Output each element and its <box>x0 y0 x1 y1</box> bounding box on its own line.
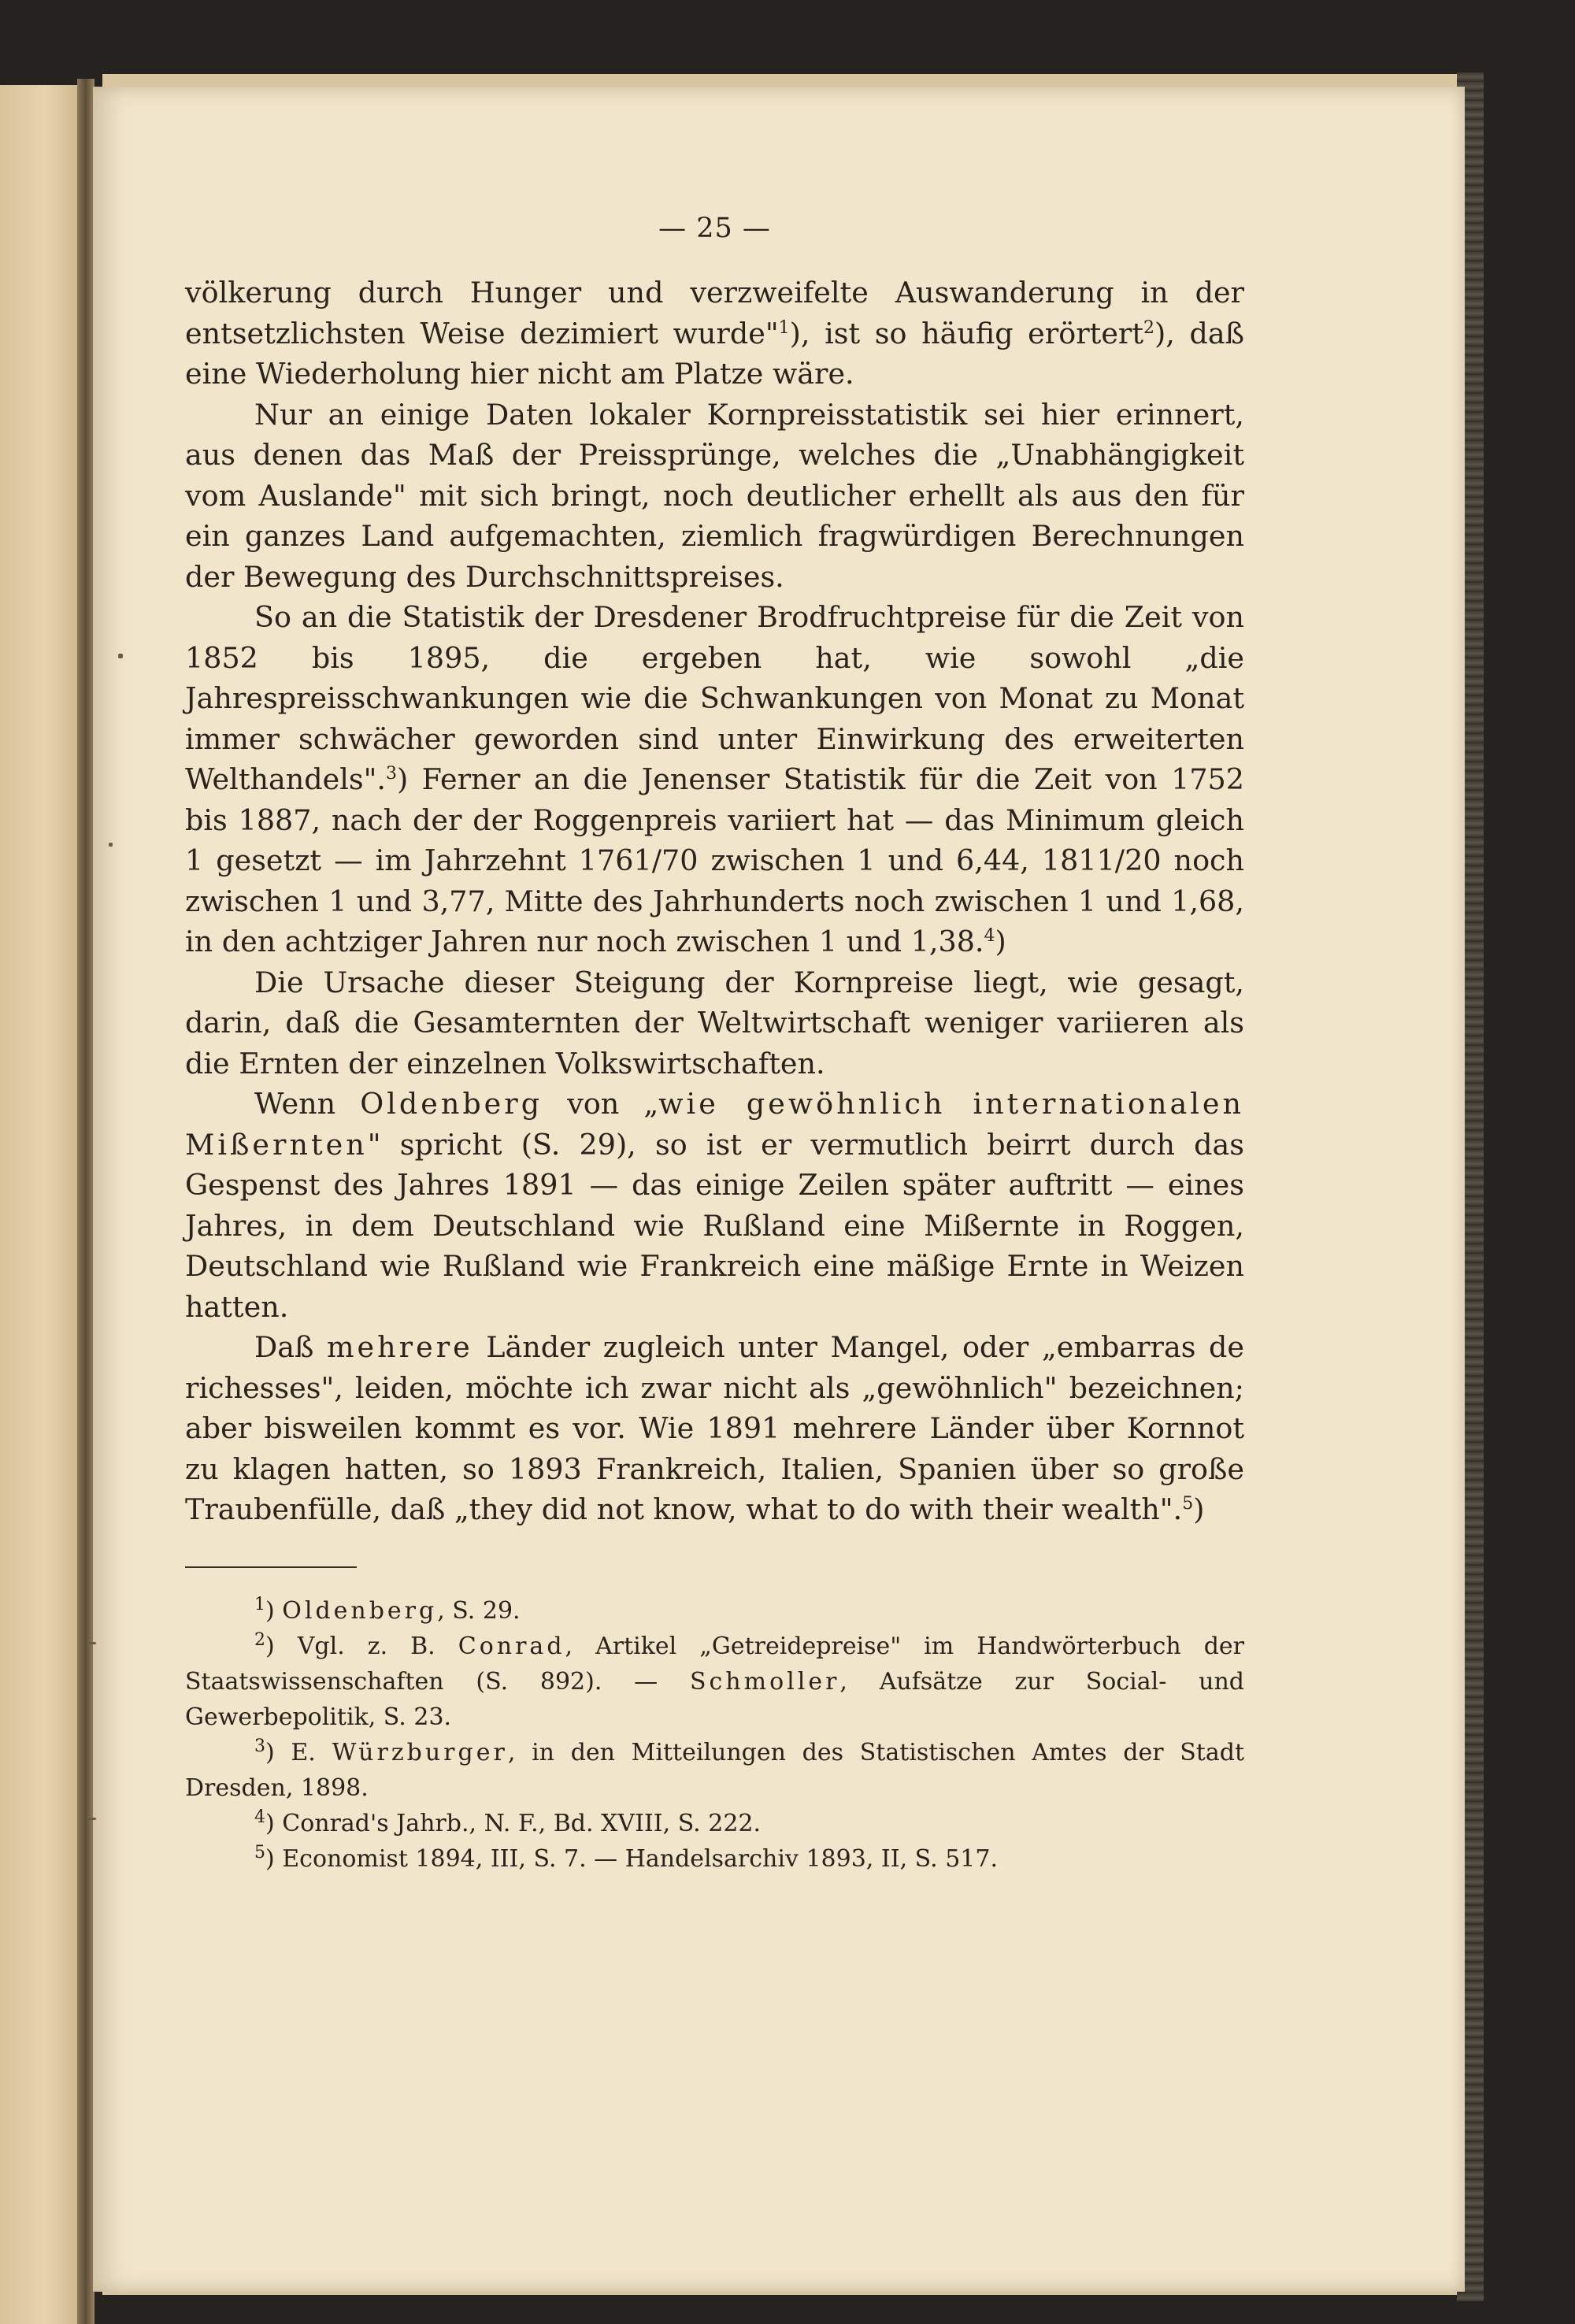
text-run: Wenn <box>254 1087 361 1121</box>
text-run: So an die Statistik der Dresdener Brodfruchtpreise für die Zeit von 1852 bis 1895, die ergeben hat, wie sowohl „die Jahrespreisschwankungen wie die Schwankungen von Monat zu Monat immer schwächer geworden sind unter Einwirkung des erweiterten Welthandels". <box>185 600 1244 796</box>
text-run: " spricht (S. 29), so ist er vermutlich beirrt durch das Gespenst des Jahres 1891 — das einige Zeilen später auftritt — eines Jahres, in dem Deutschland wie Rußland eine Mißernte in Roggen, Deutschland wie Rußland wie Frankreich eine mäßige Ernte in Weizen hatten. <box>185 1127 1244 1324</box>
paper-speck <box>87 1818 96 1820</box>
footnote-ref: 2 <box>254 1629 265 1650</box>
footnote-ref: 4 <box>254 1807 265 1827</box>
spaced-emphasis: wie gewöhnlich internationalen Mißernten <box>185 1087 1245 1162</box>
footnotes <box>185 1593 1244 1877</box>
footnote <box>185 1841 1244 1877</box>
spaced-emphasis: mehrere <box>326 1330 473 1364</box>
footnote-ref: 3 <box>254 1736 265 1756</box>
text-run: Länder zugleich unter Mangel, oder „embarras de richesses", leiden, möchte ich zwar nicht als „gewöhnlich" bezeichnen; aber bisweilen kommt es vor. Wie 1891 mehrere Länder über Kornnot zu klagen hatten, so 1893 Frankreich, Italien, Spanien über so große Traubenfülle, daß „they did not know, what to do with their wealth". <box>185 1330 1244 1526</box>
spaced-emphasis: Würzburger <box>332 1738 508 1766</box>
footnote <box>185 1593 1244 1629</box>
text-run: Daß <box>254 1330 327 1364</box>
paragraph <box>185 272 1244 395</box>
paper-speck <box>88 1642 96 1644</box>
spaced-emphasis: Oldenberg <box>360 1087 543 1121</box>
text-run: , Aufsätze zur Social- und Gewerbepolitik, S. 23. <box>185 1667 1244 1731</box>
footnote-ref: 2 <box>1143 317 1155 338</box>
text-run: ) <box>265 1596 283 1625</box>
paragraph <box>185 597 1244 962</box>
footnote-ref: 5 <box>254 1842 265 1863</box>
page-number: — 25 — <box>658 213 771 244</box>
text-run: ) Conrad's Jahrb., N. F., Bd. XVIII, S. 222. <box>265 1809 762 1837</box>
footnote <box>185 1806 1244 1841</box>
body-text <box>185 272 1244 1530</box>
footnote-ref: 1 <box>778 317 790 338</box>
page-content <box>185 213 1244 1877</box>
text-run: ) <box>1193 1492 1205 1526</box>
text-run: ) E. <box>265 1738 332 1766</box>
paragraph <box>185 962 1244 1084</box>
text-run: ) Economist 1894, III, S. 7. — Handelsarchiv 1893, II, S. 517. <box>265 1844 998 1873</box>
text-run: , Artikel „Getreidepreise" im Handwörterbuch der Staatswissenschaften (S. 892). — <box>185 1632 1244 1696</box>
book-gutter <box>77 79 94 2324</box>
text-run: ) <box>995 925 1006 958</box>
paragraph <box>185 1084 1244 1327</box>
text-run: von „ <box>543 1087 659 1121</box>
footnote <box>185 1629 1244 1735</box>
text-run: ) Ferner an die Jenenser Statistik für die Zeit von 1752 bis 1887, nach der der Roggenpreis variiert hat — das Minimum gleich 1 gesetzt — im Jahrzehnt 1761/70 zwischen 1 und 6,44, 1811/20 noch zwischen 1 und 3,77, Mitte des Jahrhunderts noch zwischen 1 und 1,68, in den achtziger Jahren nur noch zwischen 1 und 1,38. <box>185 762 1244 958</box>
paragraph <box>185 1327 1244 1530</box>
spaced-emphasis: Conrad <box>458 1632 565 1660</box>
text-run: , S. 29. <box>437 1596 521 1625</box>
paragraph <box>185 395 1244 598</box>
footnote-ref: 4 <box>984 925 995 946</box>
spaced-emphasis: Schmoller <box>689 1667 840 1696</box>
footnote <box>185 1735 1244 1806</box>
text-run: Die Ursache dieser Steigung der Kornpreise liegt, wie gesagt, darin, daß die Gesamternten der Weltwirtschaft weniger variieren als die Ernten der einzelnen Volkswirtschaften. <box>185 965 1244 1080</box>
text-run: ) Vgl. z. B. <box>265 1632 458 1660</box>
facing-page-edge <box>0 85 83 2324</box>
text-run: ), daß eine Wiederholung hier nicht am Platze wäre. <box>185 316 1245 391</box>
paper-speck <box>118 654 123 658</box>
text-run: , in den Mitteilungen des Statistischen Amtes der Stadt Dresden, 1898. <box>185 1738 1244 1802</box>
spaced-emphasis: Oldenberg <box>282 1596 438 1625</box>
text-run: ), ist so häufig erörtert <box>789 316 1144 350</box>
text-run: Nur an einige Daten lokaler Kornpreisstatistik sei hier erinnert, aus denen das Maß der Preissprünge, welches die „Unabhängigkeit vom Auslande" mit sich bringt, noch deutlicher erhellt als aus den für ein ganzes Land aufgemachten, ziemlich fragwürdigen Berechnungen der Bewegung des Durchschnittspreises. <box>185 397 1244 594</box>
footnote-ref: 1 <box>254 1594 265 1614</box>
footnote-separator <box>185 1566 357 1568</box>
footnote-ref: 5 <box>1182 1493 1194 1514</box>
paper-speck <box>109 843 113 847</box>
footnote-ref: 3 <box>386 763 398 784</box>
text-run: völkerung durch Hunger und verzweifelte Auswanderung in der entsetzlichsten Weise dezimiert wurde" <box>185 276 1244 350</box>
